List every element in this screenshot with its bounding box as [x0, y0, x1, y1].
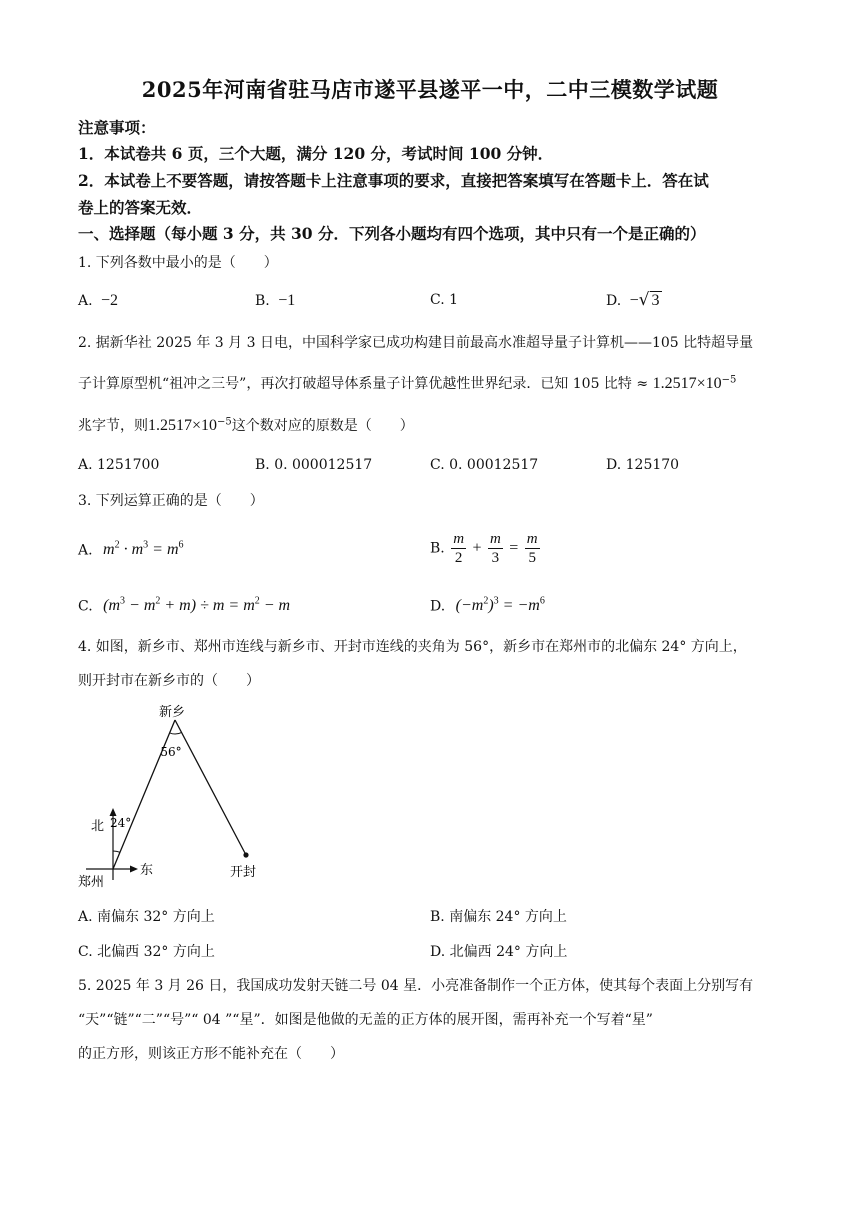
q5-line-2: “天”“链”“二”“号”“ 04 ”“星”．如图是他做的无盖的正方体的展开图，需再补充一个写着“星” — [78, 1012, 653, 1028]
q2-option-a: A. 1251700 — [78, 457, 160, 473]
label-zhengzhou: 郑州 — [78, 875, 105, 890]
q1-option-d-label: D. — [606, 293, 622, 309]
q3-option-d-label: D. — [430, 598, 446, 615]
label-xinxiang: 新乡 — [158, 705, 186, 720]
q1-option-a — [78, 292, 118, 310]
q1-option-a-value: −2 — [101, 292, 119, 309]
q4-option-a: A. 南偏东 32° 方向上 — [78, 909, 215, 925]
q5-line-1: 5. 2025 年 3 月 26 日，我国成功发射天链二号 04 星．小亮准备制作一个正方体，使其每个表面上分别写有 — [78, 978, 754, 994]
section-heading-choice: 一、选择题（每小题 3 分，共 30 分．下列各小题均有四个选项，其中只有一个是正确的） — [78, 224, 706, 243]
q2-sci-number: 1.2517×10 — [652, 375, 722, 392]
label-north: 北 — [91, 819, 105, 834]
label-angle-56: 56° — [160, 745, 182, 759]
fraction-m-over-3: $\frac{m}{3}$ — [489, 531, 501, 566]
q1-stem: 1. 下列各数中最小的是（ ） — [78, 255, 278, 271]
q3-option-a — [78, 540, 184, 559]
angle-56-arc — [170, 732, 182, 734]
q3-option-b: B. $\frac{m}{2}$ + $\frac{m}{3}$ = $\frac{m}{5}$ — [430, 531, 538, 566]
q3-stem: 3. 下列运算正确的是（ ） — [78, 493, 264, 509]
q4-line-1: 4. 如图，新乡市、郑州市连线与新乡市、开封市连线的夹角为 56°，新乡市在郑州市的北偏东 24° 方向上， — [78, 639, 747, 655]
q5-line-3: 的正方形，则该正方形不能补充在（ ） — [78, 1046, 344, 1062]
fraction-m-over-2: $\frac{m}{2}$ — [453, 531, 465, 566]
q4-option-b: B. 南偏东 24° 方向上 — [430, 909, 567, 925]
q2-line-2-text: 子计算原型机“祖冲之三号”，再次打破超导体系量子计算优越性世界纪录．已知 105 比特 ≈ — [78, 376, 649, 392]
q2-line-3 — [78, 415, 414, 435]
east-arrow-icon — [130, 866, 138, 873]
q1-option-d-minus: − — [629, 292, 639, 309]
notice-item-2-line-1: 2．本试卷上不要答题，请按答题卡上注意事项的要求，直接把答案填写在答题卡上．答在试 — [78, 171, 709, 190]
q3-option-c — [78, 596, 290, 615]
label-angle-24: 24° — [110, 816, 132, 830]
q3-option-d-expr: $(-m^2)^3 = -m^6$ — [455, 596, 545, 615]
q2-option-d: D. 125170 — [606, 457, 680, 473]
q3-option-b-label: B. — [430, 540, 445, 557]
notice-item-2-line-2: 卷上的答案无效． — [78, 198, 203, 217]
q3-option-c-expr: $(m^3 - m^2 + m) \div m = m^2 - m$ — [103, 596, 291, 615]
line-xinxiang-kaifeng — [175, 720, 246, 855]
label-east: 东 — [140, 863, 154, 878]
fraction-m-over-5: $\frac{m}{5}$ — [526, 531, 538, 566]
q3-option-a-expr: $m^2 \cdot m^3 = m^6$ — [103, 540, 184, 559]
q3-option-a-label: A. — [78, 542, 93, 559]
sqrt-sign-icon: √ — [638, 290, 650, 310]
q4-line-2: 则开封市在新乡市的（ ） — [78, 673, 260, 689]
q1-option-d-radicand: 3 — [651, 292, 660, 309]
q4-option-d: D. 北偏西 24° 方向上 — [430, 944, 568, 960]
q2-line-3-text-b: 这个数对应的原数是（ ） — [231, 418, 414, 434]
label-kaifeng: 开封 — [230, 865, 257, 880]
page-title: 2025年河南省驻马店市遂平县遂平一中，二中三模数学试题 — [141, 77, 719, 102]
q2-line-1: 2. 据新华社 2025 年 3 月 3 日电，中国科学家已成功构建目前最高水准超导量子计算机——105 比特超导量 — [78, 335, 754, 351]
q2-option-c: C. 0. 00012517 — [430, 457, 539, 473]
q1-option-b-label: B. — [255, 293, 270, 309]
q2-sci-number-2: 1.2517×10 — [148, 417, 218, 434]
notice-item-1: 1．本试卷共 6 页，三个大题，满分 120 分，考试时间 100 分钟． — [78, 144, 554, 163]
q1-option-b — [255, 292, 295, 310]
q3-option-c-label: C. — [78, 598, 93, 615]
q2-line-2 — [78, 373, 736, 393]
q2-line-3-text-a: 兆字节，则 — [78, 418, 148, 434]
q1-option-d — [606, 290, 662, 310]
q2-option-b: B. 0. 000012517 — [255, 457, 373, 473]
q4-option-c: C. 北偏西 32° 方向上 — [78, 944, 215, 960]
q1-option-b-value: −1 — [278, 292, 296, 309]
q1-option-c: C. 1 — [430, 292, 459, 308]
q1-option-a-label: A. — [78, 293, 93, 309]
q2-sci-exponent-2: −5 — [217, 416, 232, 428]
direction-figure — [70, 695, 290, 895]
notice-heading: 注意事项： — [78, 118, 156, 137]
north-arrow-icon — [110, 808, 117, 816]
q2-sci-exponent: −5 — [721, 374, 737, 386]
line-zhengzhou-xinxiang — [113, 720, 175, 869]
q3-option-d — [430, 596, 545, 615]
angle-24-arc — [113, 851, 120, 852]
kaifeng-point — [243, 852, 248, 857]
